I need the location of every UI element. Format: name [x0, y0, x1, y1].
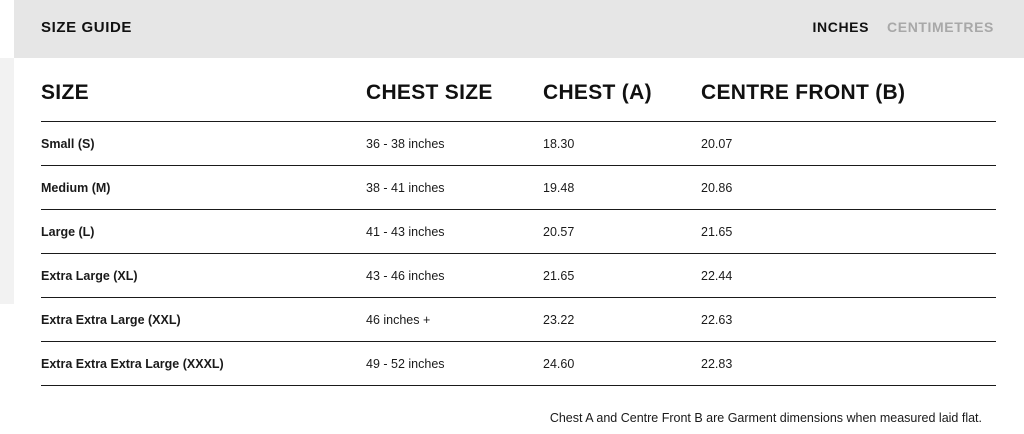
cell-size: Extra Extra Large (XXL) — [41, 298, 366, 342]
cell-chest-size: 41 - 43 inches — [366, 210, 543, 254]
table-row — [41, 342, 996, 386]
cell-size: Extra Large (XL) — [41, 254, 366, 298]
column-header-centre-front-b: CENTRE FRONT (B) — [701, 81, 906, 104]
cell-chest-a: 21.65 — [543, 254, 701, 298]
cell-chest-size: 49 - 52 inches — [366, 342, 543, 386]
unit-option-inches[interactable]: INCHES — [812, 19, 870, 35]
cell-chest-a: 19.48 — [543, 166, 701, 210]
cell-chest-size: 38 - 41 inches — [366, 166, 543, 210]
cell-chest-size: 46 inches + — [366, 298, 543, 342]
cell-chest-a: 23.22 — [543, 298, 701, 342]
cell-centre-front-b: 22.63 — [701, 298, 996, 342]
cell-centre-front-b: 20.86 — [701, 166, 996, 210]
table-row — [41, 122, 996, 166]
cell-centre-front-b: 21.65 — [701, 210, 996, 254]
table-row — [41, 254, 996, 298]
table-row — [41, 166, 996, 210]
size-table-header — [41, 81, 996, 122]
cell-centre-front-b: 22.83 — [701, 342, 996, 386]
table-row — [41, 210, 996, 254]
cell-chest-a: 24.60 — [543, 342, 701, 386]
page-background-band — [0, 58, 14, 304]
cell-centre-front-b: 22.44 — [701, 254, 996, 298]
unit-option-centimetres[interactable]: CENTIMETRES — [887, 19, 994, 35]
column-header-chest-size: CHEST SIZE — [366, 81, 493, 104]
cell-size: Medium (M) — [41, 166, 366, 210]
cell-size: Large (L) — [41, 210, 366, 254]
size-table-body — [41, 122, 996, 386]
cell-chest-a: 20.57 — [543, 210, 701, 254]
cell-chest-size: 36 - 38 inches — [366, 122, 543, 166]
cell-centre-front-b: 20.07 — [701, 122, 996, 166]
measurement-footnote: Chest A and Centre Front B are Garment dimensions when measured laid flat. — [549, 411, 982, 425]
page-title: SIZE GUIDE — [41, 19, 133, 36]
size-table-container — [14, 58, 1024, 434]
column-header-size: SIZE — [41, 81, 89, 104]
unit-toggle — [813, 19, 994, 35]
table-row — [41, 298, 996, 342]
size-table — [41, 81, 996, 386]
size-guide-header — [14, 0, 1024, 58]
page-left-edge — [0, 0, 14, 434]
cell-size: Small (S) — [41, 122, 366, 166]
cell-chest-a: 18.30 — [543, 122, 701, 166]
cell-chest-size: 43 - 46 inches — [366, 254, 543, 298]
table-header-row — [41, 81, 996, 122]
cell-size: Extra Extra Extra Large (XXXL) — [41, 342, 366, 386]
column-header-chest-a: CHEST (A) — [543, 81, 652, 104]
